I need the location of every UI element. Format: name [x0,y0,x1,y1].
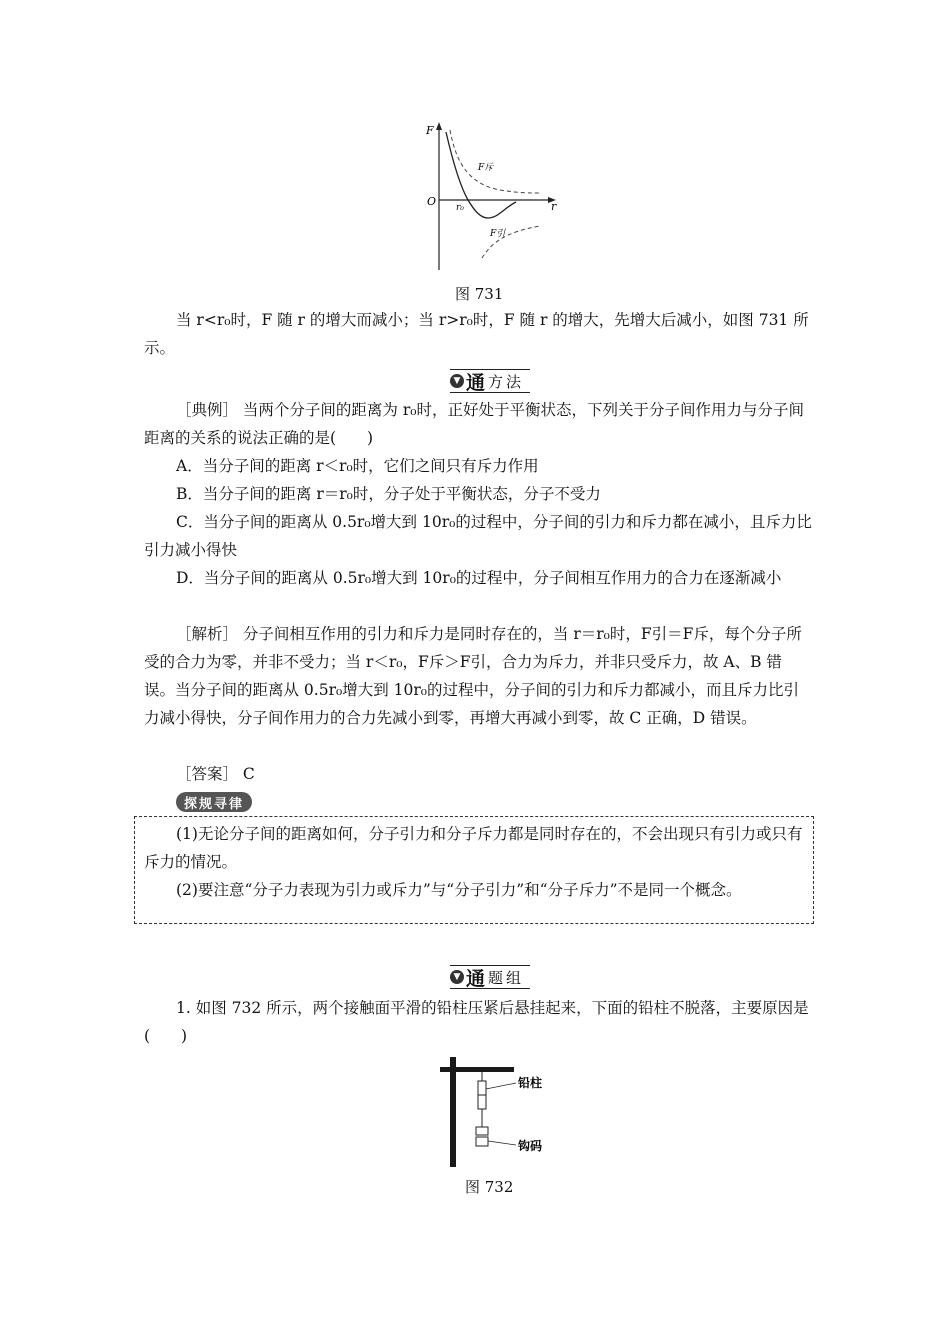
stand-arm [440,1067,514,1072]
weight-top [476,1127,488,1135]
label-F-attract: F引 [490,229,506,239]
analysis-paragraph: ［解析］ 分子间相互作用的引力和斥力是同时存在的，当 r＝r₀时，F引＝F斥，每个分子所受的合力为零，并非不受力；当 r＜r₀，F斥＞F引，合力为斥力，并非只受斥力，故 A、B 错误。当分子间的距离从 0.5r₀增大到 10r₀的过程中，分子间的引力和斥力都减小，而且斥力比引力减小得快，分子间作用力的合力先减小到零，再增大再减小到零，故 C 正确，D 错误。 [144,625,802,727]
example-question: ［典例］ 当两个分子间的距离为 r₀时，正好处于平衡状态，下列关于分子间作用力与分子间距离的关系的说法正确的是( ) [144,401,804,447]
method-section-badge [450,369,530,393]
tip-2: (2)要注意“分子力表现为引力或斥力”与“分子引力”和“分子斥力”不是同一个概念。 [176,881,742,899]
leader-lead [486,1083,516,1089]
figure-731-caption: 图 731 [455,285,504,303]
badge-group-big: 通 [466,967,486,990]
label-lead-cylinder: 铅柱 [518,1076,543,1090]
force-distance-graph [420,118,570,274]
answer-line: ［答案］ C [176,765,255,783]
badge-method-big: 通 [466,371,486,394]
badge-group-small: 题组 [488,968,525,987]
lead-cylinder-lower [478,1095,486,1109]
intro-paragraph: 当 r<r₀时，F 随 r 的增大而减小；当 r>r₀时，F 随 r 的增大，先增大后减小，如图 731 所示。 [144,311,809,357]
stand-post [450,1057,456,1167]
play-icon: ▼ [450,374,464,388]
option-b: B．当分子间的距离 r＝r₀时，分子处于平衡状态，分子不受力 [176,485,601,503]
figure-732-caption: 图 732 [465,1178,514,1196]
f-axis-arrow [436,122,442,130]
option-c: C．当分子间的距离从 0.5r₀增大到 10r₀的过程中，分子间的引力和斥力都在减小，且斥力比引力减小得快 [144,513,812,559]
problem-group-badge [450,965,530,989]
option-d: D．当分子间的距离从 0.5r₀增大到 10r₀的过程中，分子间相互作用力的合力在逐渐减小 [176,569,782,587]
lead-cylinder-upper [478,1081,486,1095]
tip-1: (1)无论分子间的距离如何，分子引力和分子斥力都是同时存在的，不会出现只有引力或只有斥力的情况。 [144,825,803,871]
badge-method-small: 方法 [488,372,525,391]
option-a: A．当分子间的距离 r＜r₀时，它们之间只有斥力作用 [176,457,539,475]
weight-bottom [476,1137,488,1146]
leader-weight [488,1141,516,1145]
play-icon: ▼ [450,970,464,984]
label-r0: r₀ [456,203,464,213]
label-F-repel: F斥 [478,163,494,173]
label-hook-weight: 钩码 [518,1139,543,1153]
question-1: 1. 如图 732 所示，两个接触面平滑的铅柱压紧后悬挂起来，下面的铅柱不脱落，主要原因是( ) [144,999,809,1045]
rules-tag: 探规寻律 [176,792,252,812]
label-r: r [551,200,557,213]
label-F: F [426,124,434,137]
repulsion-curve [450,130,540,193]
lead-cylinder-diagram [438,1053,558,1169]
label-O: O [427,195,437,208]
